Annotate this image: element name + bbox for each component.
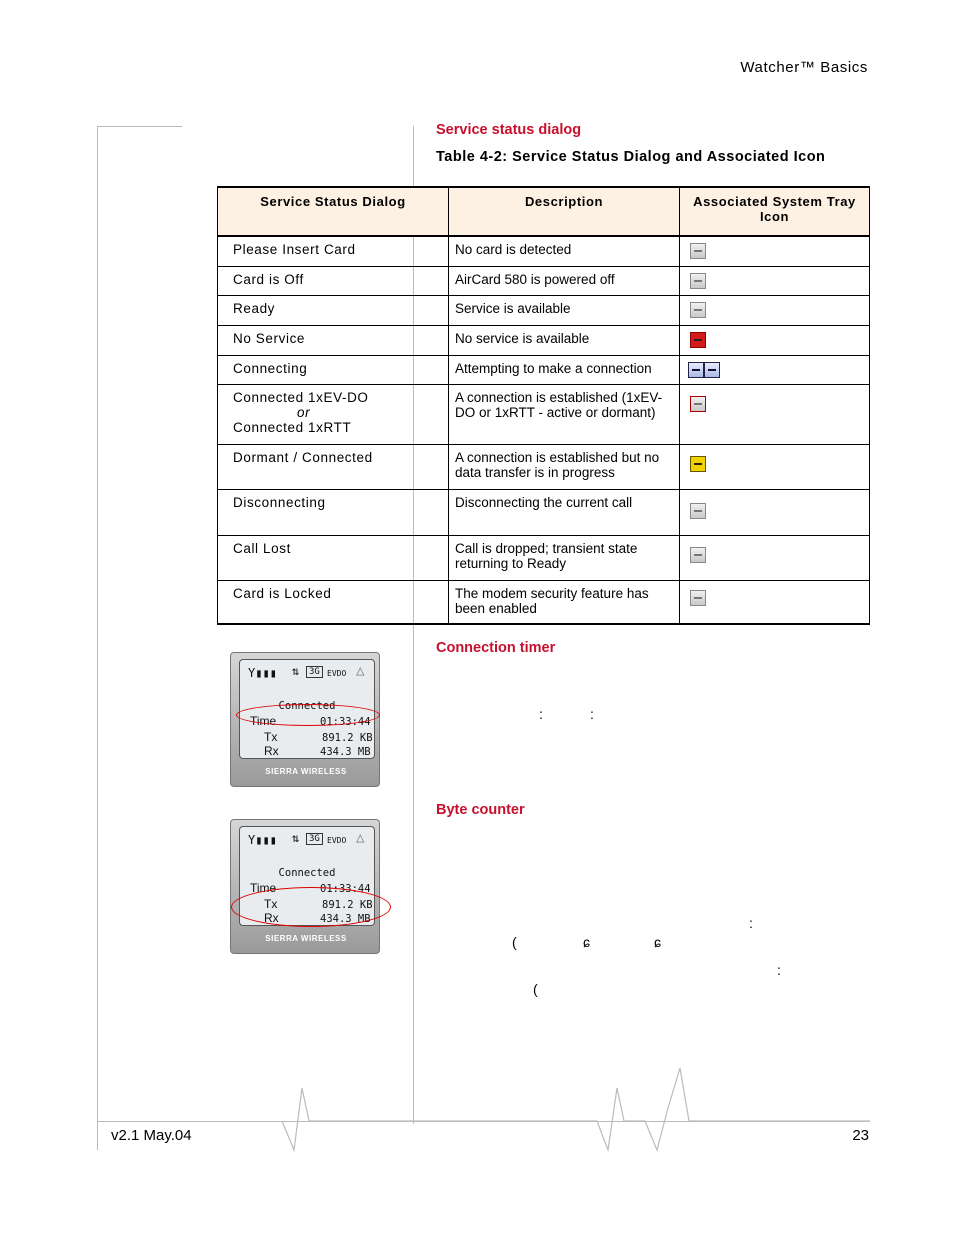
table-row	[218, 295, 870, 325]
footer-version: v2.1 May.04	[111, 1127, 192, 1144]
signal-strength-icon: Y▮▮▮	[248, 666, 277, 680]
description-cell: Disconnecting the current call	[449, 489, 680, 535]
page-header-title: Watcher™ Basics	[740, 59, 868, 76]
stray-glyph: ɕ	[654, 934, 661, 950]
table-row	[218, 384, 870, 444]
byte-counter-highlight-ellipse	[231, 887, 391, 927]
tray-grey-icon	[690, 547, 706, 563]
section-heading-connection-timer: Connection timer	[436, 640, 556, 656]
transfer-arrows-icon: ⇅	[292, 831, 300, 845]
table-row	[218, 580, 870, 624]
stray-glyph: ɕ	[583, 934, 590, 950]
time-label: Time	[250, 881, 277, 895]
status-cell: Connecting	[218, 355, 449, 384]
table-header-description: Description	[449, 187, 680, 236]
status-cell: Dormant / Connected	[218, 444, 449, 489]
tx-label: Tx	[264, 730, 278, 744]
table-row	[218, 489, 870, 535]
status-cell: Ready	[218, 295, 449, 325]
tx-label: Tx	[264, 897, 278, 911]
heartbeat-line-decoration	[97, 1060, 870, 1160]
icon-cell	[680, 266, 870, 295]
description-cell: AirCard 580 is powered off	[449, 266, 680, 295]
tray-yellow-icon	[690, 456, 706, 472]
tray-grey-icon	[690, 273, 706, 289]
tray-grey-icon	[690, 590, 706, 606]
tx-value: 891.2 KB	[322, 899, 373, 911]
icon-cell	[680, 384, 870, 444]
status-cell	[218, 384, 449, 444]
signal-strength-icon: Y▮▮▮	[248, 833, 277, 847]
section-heading-service-status: Service status dialog	[436, 122, 582, 138]
icon-cell	[680, 535, 870, 580]
stray-glyph: :	[539, 706, 543, 722]
badge-evdo: EVDO	[327, 669, 347, 678]
description-cell: Service is available	[449, 295, 680, 325]
transfer-arrows-icon: ⇅	[292, 664, 300, 678]
icon-cell	[680, 580, 870, 624]
rx-value: 434.3 MB	[320, 746, 371, 758]
badge-3g: 3G	[306, 833, 323, 845]
badge-3g: 3G	[306, 666, 323, 678]
table-row	[218, 266, 870, 295]
status-line: Connected 1xEV-DO	[233, 389, 369, 405]
stray-glyph: (	[512, 934, 517, 950]
rx-label: Rx	[264, 744, 279, 758]
time-label: Time	[250, 714, 277, 728]
icon-cell	[680, 295, 870, 325]
table-row	[218, 355, 870, 384]
icon-cell	[680, 325, 870, 355]
rx-label: Rx	[264, 911, 279, 925]
time-value: 01:33:44	[320, 883, 371, 895]
tray-blue-icon	[688, 362, 704, 378]
tray-red-icon	[690, 332, 706, 348]
description-cell: A connection is established (1xEV-DO or 1xRTT - active or dormant)	[449, 384, 680, 444]
description-cell: A connection is established but no data transfer is in progress	[449, 444, 680, 489]
status-cell: Call Lost	[218, 535, 449, 580]
table-header-status: Service Status Dialog	[218, 187, 449, 236]
status-cell: Card is Locked	[218, 580, 449, 624]
icon-cell	[680, 444, 870, 489]
icon-cell	[680, 489, 870, 535]
table-header-icon: Associated System Tray Icon	[680, 187, 870, 236]
brand-logo: SIERRA WIRELESS	[265, 767, 347, 776]
tray-connected-icon	[690, 396, 706, 412]
brand-logo: SIERRA WIRELESS	[265, 934, 347, 943]
description-cell: Call is dropped; transient state returning to Ready	[449, 535, 680, 580]
badge-evdo: EVDO	[327, 836, 347, 845]
table-row	[218, 236, 870, 266]
roaming-triangle-icon: △	[356, 663, 365, 679]
device-status: Connected	[278, 700, 336, 712]
rx-value: 434.3 MB	[320, 913, 371, 925]
device-status: Connected	[278, 867, 336, 879]
table-header-row	[218, 187, 870, 236]
tx-value: 891.2 KB	[322, 732, 373, 744]
tray-blue-icon	[704, 362, 720, 378]
status-line: Connected 1xRTT	[233, 419, 352, 435]
time-value: 01:33:44	[320, 716, 371, 728]
stray-glyph: :	[749, 915, 753, 931]
icon-cell	[680, 236, 870, 266]
status-cell: Please Insert Card	[218, 236, 449, 266]
page-number: 23	[852, 1127, 869, 1144]
tray-grey-icon	[690, 243, 706, 259]
roaming-triangle-icon: △	[356, 830, 365, 846]
description-cell: No card is detected	[449, 236, 680, 266]
table-row	[218, 444, 870, 489]
tray-grey-icon	[690, 503, 706, 519]
status-cell: No Service	[218, 325, 449, 355]
status-or: or	[297, 404, 311, 420]
status-cell: Disconnecting	[218, 489, 449, 535]
icon-cell	[680, 355, 870, 384]
section-heading-byte-counter: Byte counter	[436, 802, 525, 818]
stray-glyph: (	[533, 981, 538, 997]
tray-grey-icon	[690, 302, 706, 318]
stray-glyph: :	[590, 706, 594, 722]
margin-rule-top	[97, 126, 182, 127]
status-cell: Card is Off	[218, 266, 449, 295]
table-row	[218, 535, 870, 580]
description-cell: Attempting to make a connection	[449, 355, 680, 384]
margin-rule-vertical	[97, 126, 98, 1150]
stray-glyph: :	[777, 962, 781, 978]
table-row	[218, 325, 870, 355]
timer-highlight-ellipse	[236, 704, 380, 726]
description-cell: No service is available	[449, 325, 680, 355]
service-status-table	[217, 186, 870, 625]
table-caption: Table 4-2: Service Status Dialog and Associated Icon	[436, 149, 826, 165]
description-cell: The modem security feature has been enabled	[449, 580, 680, 624]
